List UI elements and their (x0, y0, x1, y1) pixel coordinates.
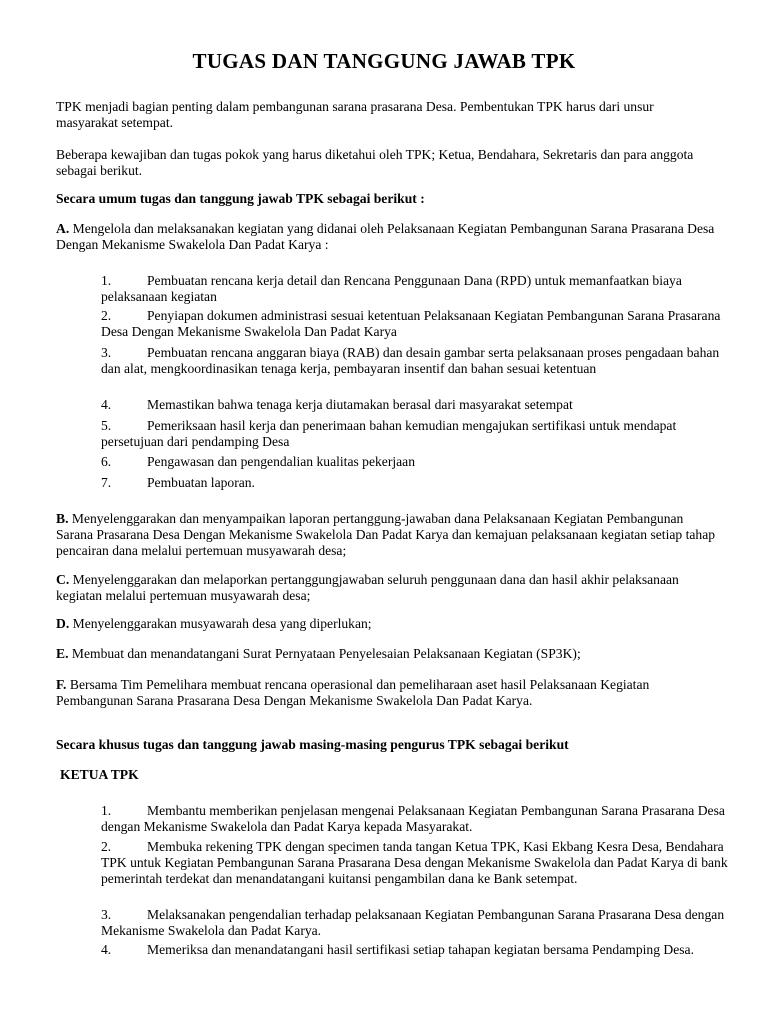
section-c-text: Menyelenggarakan dan melaporkan pertanggungjawaban seluruh penggunaan dana dan hasil akhir pelaksanaan kegiatan melalui pertemuan musyawarah desa; (56, 572, 679, 603)
section-e (56, 646, 716, 662)
list-text: Memastikan bahwa tenaga kerja diutamakan berasal dari masyarakat setempat (147, 397, 573, 412)
list-a-item-4 (101, 397, 741, 413)
section-c-letter: C. (56, 572, 70, 587)
list-a-item-5 (101, 418, 741, 450)
list-number: 2. (101, 839, 112, 854)
section-f-text: Bersama Tim Pemelihara membuat rencana operasional dan pemeliharaan aset hasil Pelaksanaan Kegiatan Pembangunan Sarana Prasarana Desa Dengan Mekanisme Swakelola Dan Padat Karya. (56, 677, 650, 708)
list-text: Memeriksa dan menandatangani hasil sertifikasi setiap tahapan kegiatan bersama Pendamping Desa. (147, 942, 694, 957)
list-ketua-item-4 (101, 942, 741, 958)
list-number: 2. (101, 308, 112, 323)
intro-paragraph: TPK menjadi bagian penting dalam pembangunan sarana prasarana Desa. Pembentukan TPK harus dari unsur masyarakat setempat. (56, 99, 654, 130)
section-d (56, 616, 716, 632)
section-b (56, 511, 716, 559)
section-f (56, 677, 716, 709)
section-a (56, 221, 716, 253)
list-ketua-item-2 (101, 839, 741, 887)
list-number: 4. (101, 942, 112, 957)
list-a-item-1 (101, 273, 741, 305)
list-a-item-2 (101, 308, 741, 340)
list-number: 6. (101, 454, 112, 469)
section-e-letter: E. (56, 646, 69, 661)
list-number: 7. (101, 475, 112, 490)
section-d-letter: D. (56, 616, 70, 631)
list-text: Pembuatan rencana kerja detail dan Rencana Penggunaan Dana (RPD) untuk memanfaatkan biaya pelaksanaan kegiatan (101, 273, 682, 304)
document-title: TUGAS DAN TANGGUNG JAWAB TPK (192, 49, 576, 73)
list-text: Penyiapan dokumen administrasi sesuai ketentuan Pelaksanaan Kegiatan Pembangunan Sarana Prasarana Desa Dengan Mekanisme Swakelola Dan Padat Karya (101, 308, 721, 339)
section-c (56, 572, 716, 604)
section-f-letter: F. (56, 677, 67, 692)
section-e-text: Membuat dan menandatangani Surat Pernyataan Penyelesaian Pelaksanaan Kegiatan (SP3K); (71, 646, 581, 661)
list-a-item-6 (101, 454, 741, 470)
list-text: Pemeriksaan hasil kerja dan penerimaan bahan kemudian mengajukan sertifikasi untuk mendapat persetujuan dari pendamping Desa (101, 418, 677, 449)
duties-paragraph: Beberapa kewajiban dan tugas pokok yang harus diketahui oleh TPK; Ketua, Bendahara, Sekretaris dan para anggota sebagai berikut. (56, 147, 694, 178)
section-d-text: Menyelenggarakan musyawarah desa yang diperlukan; (72, 616, 372, 631)
list-text: Pengawasan dan pengendalian kualitas pekerjaan (147, 454, 415, 469)
list-text: Membantu memberikan penjelasan mengenai Pelaksanaan Kegiatan Pembangunan Sarana Prasarana Desa dengan Mekanisme Swakelola dan Padat Karya kepada Masyarakat. (101, 803, 725, 834)
list-number: 3. (101, 907, 112, 922)
section-a-text: Mengelola dan melaksanakan kegiatan yang didanai oleh Pelaksanaan Kegiatan Pembangunan Sarana Prasarana Desa Dengan Mekanisme Swakelola Dan Padat Karya : (56, 221, 715, 252)
list-number: 1. (101, 273, 112, 288)
specific-heading: Secara khusus tugas dan tanggung jawab masing-masing pengurus TPK sebagai berikut (56, 737, 569, 752)
list-text: Pembuatan laporan. (147, 475, 255, 490)
ketua-heading: KETUA TPK (60, 767, 139, 782)
list-number: 1. (101, 803, 112, 818)
list-ketua-item-1 (101, 803, 741, 835)
list-number: 5. (101, 418, 112, 433)
list-number: 3. (101, 345, 112, 360)
section-b-text: Menyelenggarakan dan menyampaikan laporan pertanggung-jawaban dana Pelaksanaan Kegiatan Pembangunan Sarana Prasarana Desa Dengan Mekanisme Swakelola Dan Padat Karya dan kemajuan pelaksanaan kegiatan setiap tahap pencairan dana melalui pertemuan musyawarah desa; (56, 511, 716, 558)
list-text: Melaksanakan pengendalian terhadap pelaksanaan Kegiatan Pembangunan Sarana Prasarana Desa dengan Mekanisme Swakelola dan Padat Karya. (101, 907, 725, 938)
list-text: Membuka rekening TPK dengan specimen tanda tangan Ketua TPK, Kasi Ekbang Kesra Desa, Bendahara TPK untuk Kegiatan Pembangunan Sarana Prasarana Desa dengan Mekanisme Swakelola dan Padat Karya di bank pemerintah terdekat dan menandatangani kuitansi pengambilan dana ke Bank setempat. (101, 839, 728, 886)
list-a-item-3 (101, 345, 741, 377)
section-a-letter: A. (56, 221, 70, 236)
section-b-letter: B. (56, 511, 69, 526)
list-ketua-item-3 (101, 907, 741, 939)
list-number: 4. (101, 397, 112, 412)
general-heading: Secara umum tugas dan tanggung jawab TPK sebagai berikut : (56, 191, 425, 206)
list-a-item-7 (101, 475, 741, 491)
list-text: Pembuatan rencana anggaran biaya (RAB) dan desain gambar serta pelaksanaan proses pengadaan bahan dan alat, mengkoordinasikan tenaga kerja, pembayaran insentif dan bahan sesuai ketentuan (101, 345, 720, 376)
